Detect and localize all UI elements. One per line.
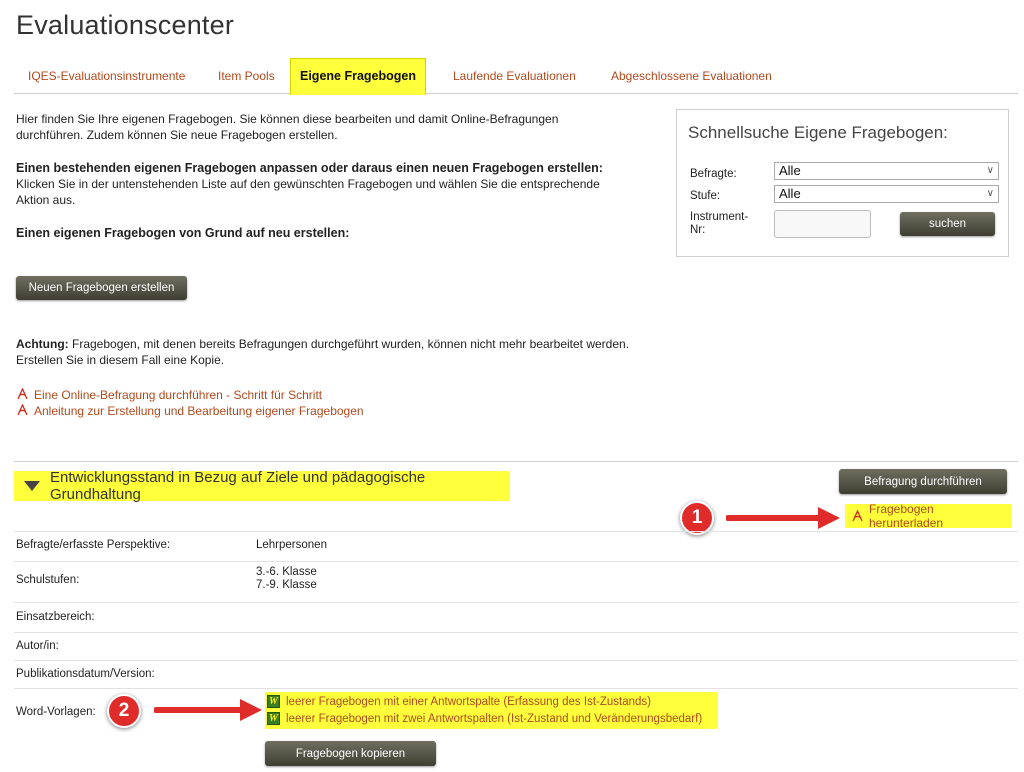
- run-survey-button[interactable]: Befragung durchführen: [839, 469, 1007, 494]
- questionnaire-title: Entwicklungsstand in Bezug auf Ziele und pädagogische Grundhaltung: [50, 469, 426, 503]
- warning-body: Fragebogen, mit denen bereits Befragungen durchgeführt wurden, können nicht mehr bearbeitet werden. Erstellen Sie in diesem Fall eine Kopie.: [16, 337, 630, 367]
- copy-questionnaire-button[interactable]: Fragebogen kopieren: [265, 741, 436, 766]
- area-label: Einsatzbereich:: [16, 611, 95, 623]
- stufe-select[interactable]: [774, 185, 999, 203]
- date-label: Publikationsdatum/Version:: [16, 668, 155, 680]
- word-template-one-column[interactable]: [267, 695, 651, 708]
- tab-finished-evaluations[interactable]: Abgeschlossene Evaluationen: [611, 69, 772, 83]
- word-icon: W: [267, 712, 280, 725]
- new-questionnaire-button[interactable]: Neuen Fragebogen erstellen: [16, 276, 187, 300]
- annotation-marker-2: 2: [107, 694, 141, 728]
- word-templates: [265, 692, 718, 729]
- page-title: Evaluationscenter: [16, 10, 235, 40]
- levels-value: 3.-6. Klasse 7.-9. Klasse: [256, 566, 317, 591]
- row-author: [14, 632, 1018, 660]
- pdf-icon: [852, 510, 863, 522]
- row-area: [14, 602, 1018, 632]
- annotation-arrow-1: [726, 506, 842, 530]
- row-levels: [14, 561, 1018, 602]
- help-link-own-questionnaire-label: Anleitung zur Erstellung und Bearbeitung eigener Fragebogen: [34, 404, 364, 418]
- warning-text: [16, 336, 656, 368]
- search-button[interactable]: suchen: [900, 212, 995, 236]
- help-link-own-questionnaire[interactable]: [17, 403, 364, 419]
- chevron-down-icon: ∨: [986, 165, 994, 176]
- row-perspective: [14, 531, 1018, 561]
- perspective-label: Befragte/erfasste Perspektive:: [16, 539, 171, 551]
- warning-label: Achtung:: [16, 337, 69, 351]
- help-link-online-survey[interactable]: [17, 387, 364, 403]
- annotation-arrow-2: [154, 698, 264, 722]
- row-date: [14, 660, 1018, 688]
- adapt-instructions: Klicken Sie in der untenstehenden Liste auf den gewünschten Fragebogen und wählen Sie die entsprechende Aktion aus.: [16, 177, 600, 207]
- stufe-select-value: Alle: [779, 186, 801, 201]
- divider: [14, 461, 1018, 462]
- instrument-label: Instrument- Nr:: [690, 211, 749, 236]
- chevron-down-icon: ∨: [986, 188, 994, 199]
- annotation-marker-1: 1: [680, 501, 714, 535]
- tab-bar: [14, 58, 1018, 94]
- quick-search-panel: [676, 109, 1009, 257]
- create-heading: Einen eigenen Fragebogen von Grund auf neu erstellen:: [16, 226, 350, 240]
- levels-label: Schulstufen:: [16, 574, 80, 586]
- befragte-select-value: Alle: [779, 163, 801, 178]
- word-template-one-column-label: leerer Fragebogen mit einer Antwortspalte (Erfassung des Ist-Zustands): [286, 695, 651, 708]
- pdf-icon: [17, 388, 28, 400]
- instrument-number-input[interactable]: [774, 210, 871, 238]
- help-link-online-survey-label: Eine Online-Befragung durchführen - Schritt für Schritt: [34, 388, 323, 402]
- tab-own-questionnaires[interactable]: Eigene Fragebogen: [290, 58, 426, 95]
- adapt-heading: Einen bestehenden eigenen Fragebogen anpassen oder daraus einen neuen Fragebogen erstellen:: [16, 161, 603, 175]
- word-label: Word-Vorlagen:: [16, 706, 96, 718]
- befragte-label: Befragte:: [690, 168, 737, 180]
- word-template-two-columns-label: leerer Fragebogen mit zwei Antwortspalten (Ist-Zustand und Veränderungsbedarf): [286, 712, 703, 725]
- word-template-two-columns[interactable]: [267, 712, 702, 725]
- questionnaire-section-header[interactable]: [14, 471, 510, 501]
- download-questionnaire-label: Fragebogen herunterladen: [869, 502, 944, 530]
- help-links: [17, 387, 364, 419]
- befragte-select[interactable]: [774, 162, 999, 180]
- author-label: Autor/in:: [16, 640, 59, 652]
- tab-iqes-instruments[interactable]: IQES-Evaluationsinstrumente: [28, 69, 186, 83]
- word-icon: W: [267, 695, 280, 708]
- intro-paragraph: Hier finden Sie Ihre eigenen Fragebogen. Sie können diese bearbeiten und damit Online-Befragungen durchführen. Zudem können Sie neue Fragebogen erstellen.: [16, 112, 559, 142]
- tab-running-evaluations[interactable]: Laufende Evaluationen: [453, 69, 576, 83]
- pdf-icon: [17, 404, 28, 416]
- perspective-value: Lehrpersonen: [256, 539, 327, 551]
- stufe-label: Stufe:: [690, 190, 721, 202]
- quick-search-title: Schnellsuche Eigene Fragebogen:: [688, 123, 948, 142]
- download-questionnaire-link[interactable]: [845, 504, 1011, 528]
- intro-text: [16, 111, 626, 241]
- tab-item-pools[interactable]: Item Pools: [218, 69, 275, 83]
- triangle-down-icon: [24, 481, 40, 491]
